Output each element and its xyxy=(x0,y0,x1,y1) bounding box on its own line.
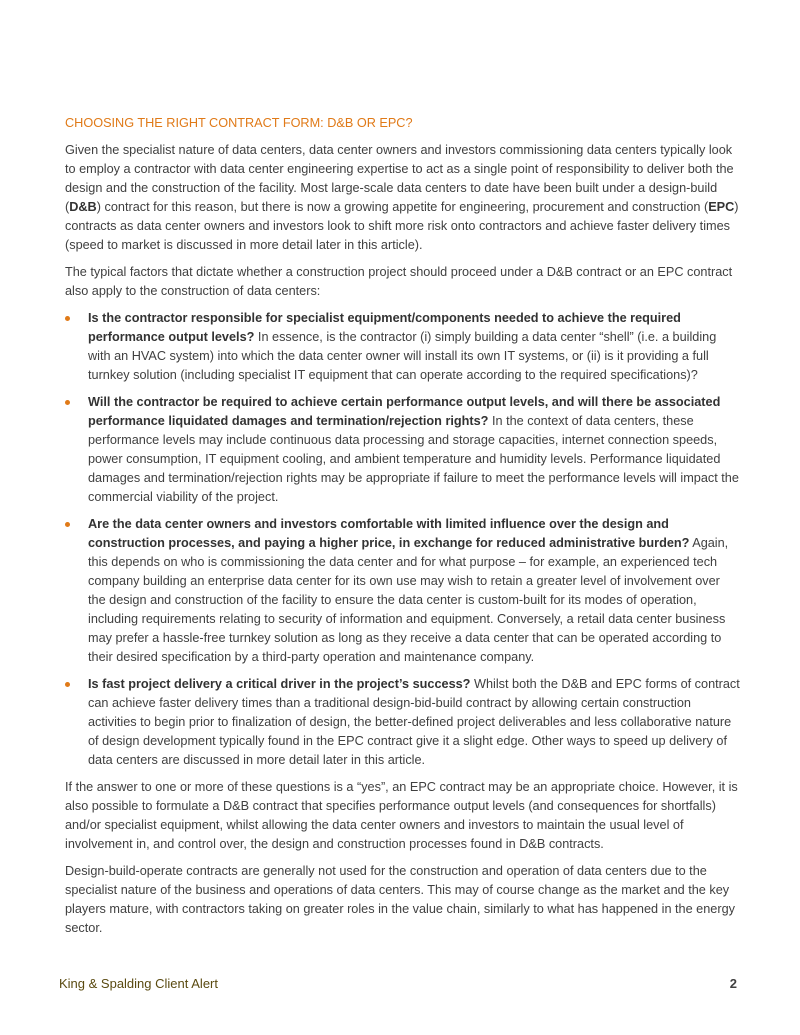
dbo-paragraph: Design-build-operate contracts are generally not used for the construction and operation of data centers due to the specialist nature of the business and operations of data centers. This may of course change as the market and the key players mature, with contractors taking on greater roles in the value chain, similarly to what has happened in the energy sector. xyxy=(65,864,735,935)
bullet-text: Again, this depends on who is commissioning the data center and for what purpose – for example, an experienced tech company building an enterprise data center for its own use may wish to retain a greater level of involvement over the design and construction of the facility to ensure the data center is custom-built for its modes of operation, including requirements relating to security of information and equipment. Conversely, a retail data center business may prefer a hassle-free turnkey solution as long as they receive a data center that can be operated according to their desired specification by a third-party operation and maintenance company. xyxy=(88,536,729,664)
article-body xyxy=(65,114,741,946)
section-heading: CHOOSING THE RIGHT CONTRACT FORM: D&B OR EPC? xyxy=(65,116,413,130)
bullet-question: Are the data center owners and investors comfortable with limited influence over the design and construction processes, and paying a higher price, in exchange for reduced administrative burden? xyxy=(88,517,690,550)
intro-paragraph xyxy=(65,141,741,255)
intro-text-part-2: ) contract for this reason, but there is now a growing appetite for engineering, procurement and construction ( xyxy=(96,200,709,214)
bullet-dot-icon xyxy=(65,400,70,405)
epc-abbreviation: EPC xyxy=(708,200,735,214)
bullet-text: In the context of data centers, these performance levels may include continuous data processing and storage capacities, internet connection speeds, power consumption, IT equipment cooling, and ambient temperature and humidity levels. Performance liquidated damages and termination/rejection rights may be appropriate if failure to meet the performance levels will impact the commercial viability of the project. xyxy=(88,414,739,504)
footer-publication-name: King & Spalding Client Alert xyxy=(59,976,218,991)
bullet-dot-icon xyxy=(65,522,70,527)
footer-page-number: 2 xyxy=(729,976,737,991)
list-item xyxy=(65,393,741,507)
list-item xyxy=(65,675,741,770)
conclusion-paragraph: If the answer to one or more of these questions is a “yes”, an EPC contract may be an appropriate choice. However, it is also possible to formulate a D&B contract that specifies performance output levels (and consequences for shortfalls) and/or specialist equipment, whilst allowing the data center owners and investors to maintain the usual level of involvement in, and control over, the design and construction processes found in D&B contracts. xyxy=(65,780,738,851)
bullet-dot-icon xyxy=(65,316,70,321)
bullet-question: Is the contractor responsible for specialist equipment/components needed to achieve the required performance output levels? xyxy=(88,311,681,344)
factors-list xyxy=(65,309,741,770)
list-item xyxy=(65,309,741,385)
bullet-question: Is fast project delivery a critical driver in the project’s success? xyxy=(88,677,471,691)
list-item xyxy=(65,515,741,667)
bullet-dot-icon xyxy=(65,682,70,687)
bullet-question: Will the contractor be required to achieve certain performance output levels, and will there be associated performance liquidated damages and termination/rejection rights? xyxy=(88,395,721,428)
db-abbreviation: D&B xyxy=(69,200,97,214)
intro-text-part-3: ) contracts as data center owners and investors look to shift more risk onto contractors and achieve faster delivery times (speed to market is discussed in more detail later in this article). xyxy=(65,200,739,252)
factors-intro-paragraph: The typical factors that dictate whether a construction project should proceed under a D&B contract or an EPC contract also apply to the construction of data centers: xyxy=(65,265,733,298)
bullet-text: In essence, is the contractor (i) simply building a data center “shell” (i.e. a building with an HVAC system) into which the data center owner will install its own IT systems, or (ii) is it providing a full turnkey solution (including specialist IT equipment that can operate according to the required specifications)? xyxy=(88,330,717,382)
intro-text-part-1: Given the specialist nature of data centers, data center owners and investors commissioning data centers typically look to employ a contractor with data center engineering expertise to act as a single point of responsibility to deliver both the design and the construction of the facility. Most large-scale data centers to date have been built under a design-build ( xyxy=(65,143,734,214)
bullet-text: Whilst both the D&B and EPC forms of contract can achieve faster delivery times than a traditional design-bid-build contract by allowing certain construction activities to begin prior to finalization of design, the better-defined project deliverables and less collaborative nature of design development typically found in the EPC contract give it a slight edge. Other ways to speed up delivery of data centers are discussed in more detail later in this article. xyxy=(88,677,740,767)
